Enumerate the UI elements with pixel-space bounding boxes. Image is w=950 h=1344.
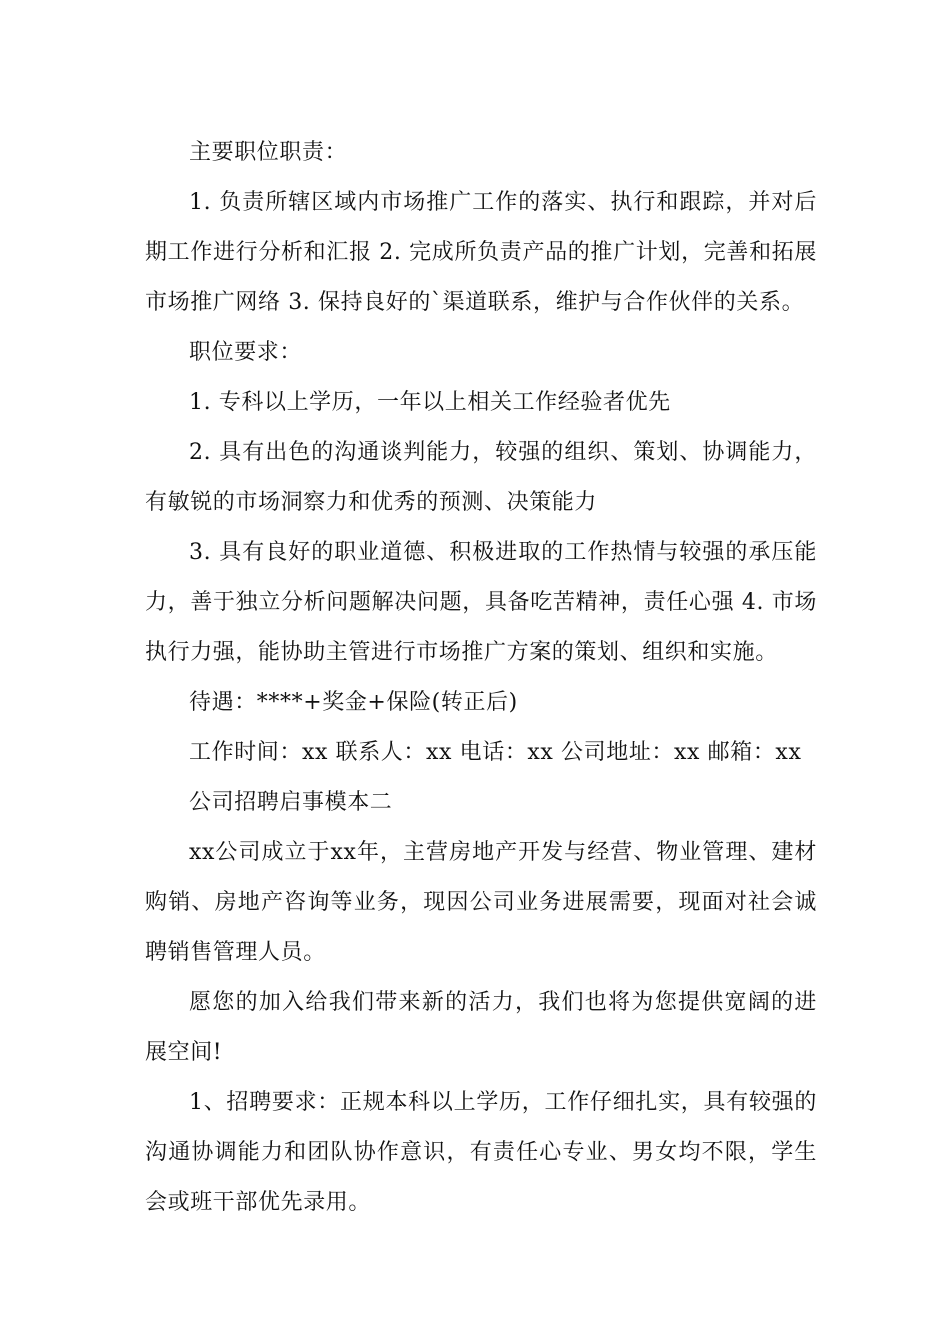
- heading-template-two: 公司招聘启事模本二: [189, 790, 393, 815]
- paragraph-job-duties-list: 1. 负责所辖区域内市场推广工作的落实、执行和跟踪，并对后期工作进行分析和汇报 2. 完成所负责产品的推广计划，完善和拓展市场推广网络 3. 保持良好的`渠道联系，维护与合作伙伴的关系。: [145, 190, 817, 315]
- paragraph-requirement-1: 1. 专科以上学历，一年以上相关工作经验者优先: [189, 390, 671, 415]
- paragraph-contact-info: 工作时间：xx 联系人：xx 电话：xx 公司地址：xx 邮箱：xx: [189, 740, 802, 765]
- heading-job-duties: 主要职位职责：: [189, 140, 348, 165]
- heading-job-requirements: 职位要求：: [189, 340, 303, 365]
- paragraph-company-intro: xx公司成立于xx年，主营房地产开发与经营、物业管理、建材购销、房地产咨询等业务，现因公司业务进展需要，现面对社会诚聘销售管理人员。: [145, 840, 817, 965]
- paragraph-recruitment-requirements: 1、招聘要求：正规本科以上学历，工作仔细扎实，具有较强的沟通协调能力和团队协作意识，有责任心专业、男女均不限，学生会或班干部优先录用。: [145, 1090, 817, 1215]
- paragraph-requirement-2: 2. 具有出色的沟通谈判能力，较强的组织、策划、协调能力，有敏锐的市场洞察力和优秀的预测、决策能力: [145, 440, 817, 515]
- paragraph-invitation: 愿您的加入给我们带来新的活力，我们也将为您提供宽阔的进展空间!: [145, 990, 817, 1065]
- document-body: [145, 128, 817, 1228]
- paragraph-benefits: 待遇：****+奖金+保险(转正后): [189, 690, 518, 715]
- paragraph-requirement-3-4: 3. 具有良好的职业道德、积极进取的工作热情与较强的承压能力，善于独立分析问题解决问题，具备吃苦精神，责任心强 4. 市场执行力强，能协助主管进行市场推广方案的策划、组织和实施。: [145, 540, 817, 665]
